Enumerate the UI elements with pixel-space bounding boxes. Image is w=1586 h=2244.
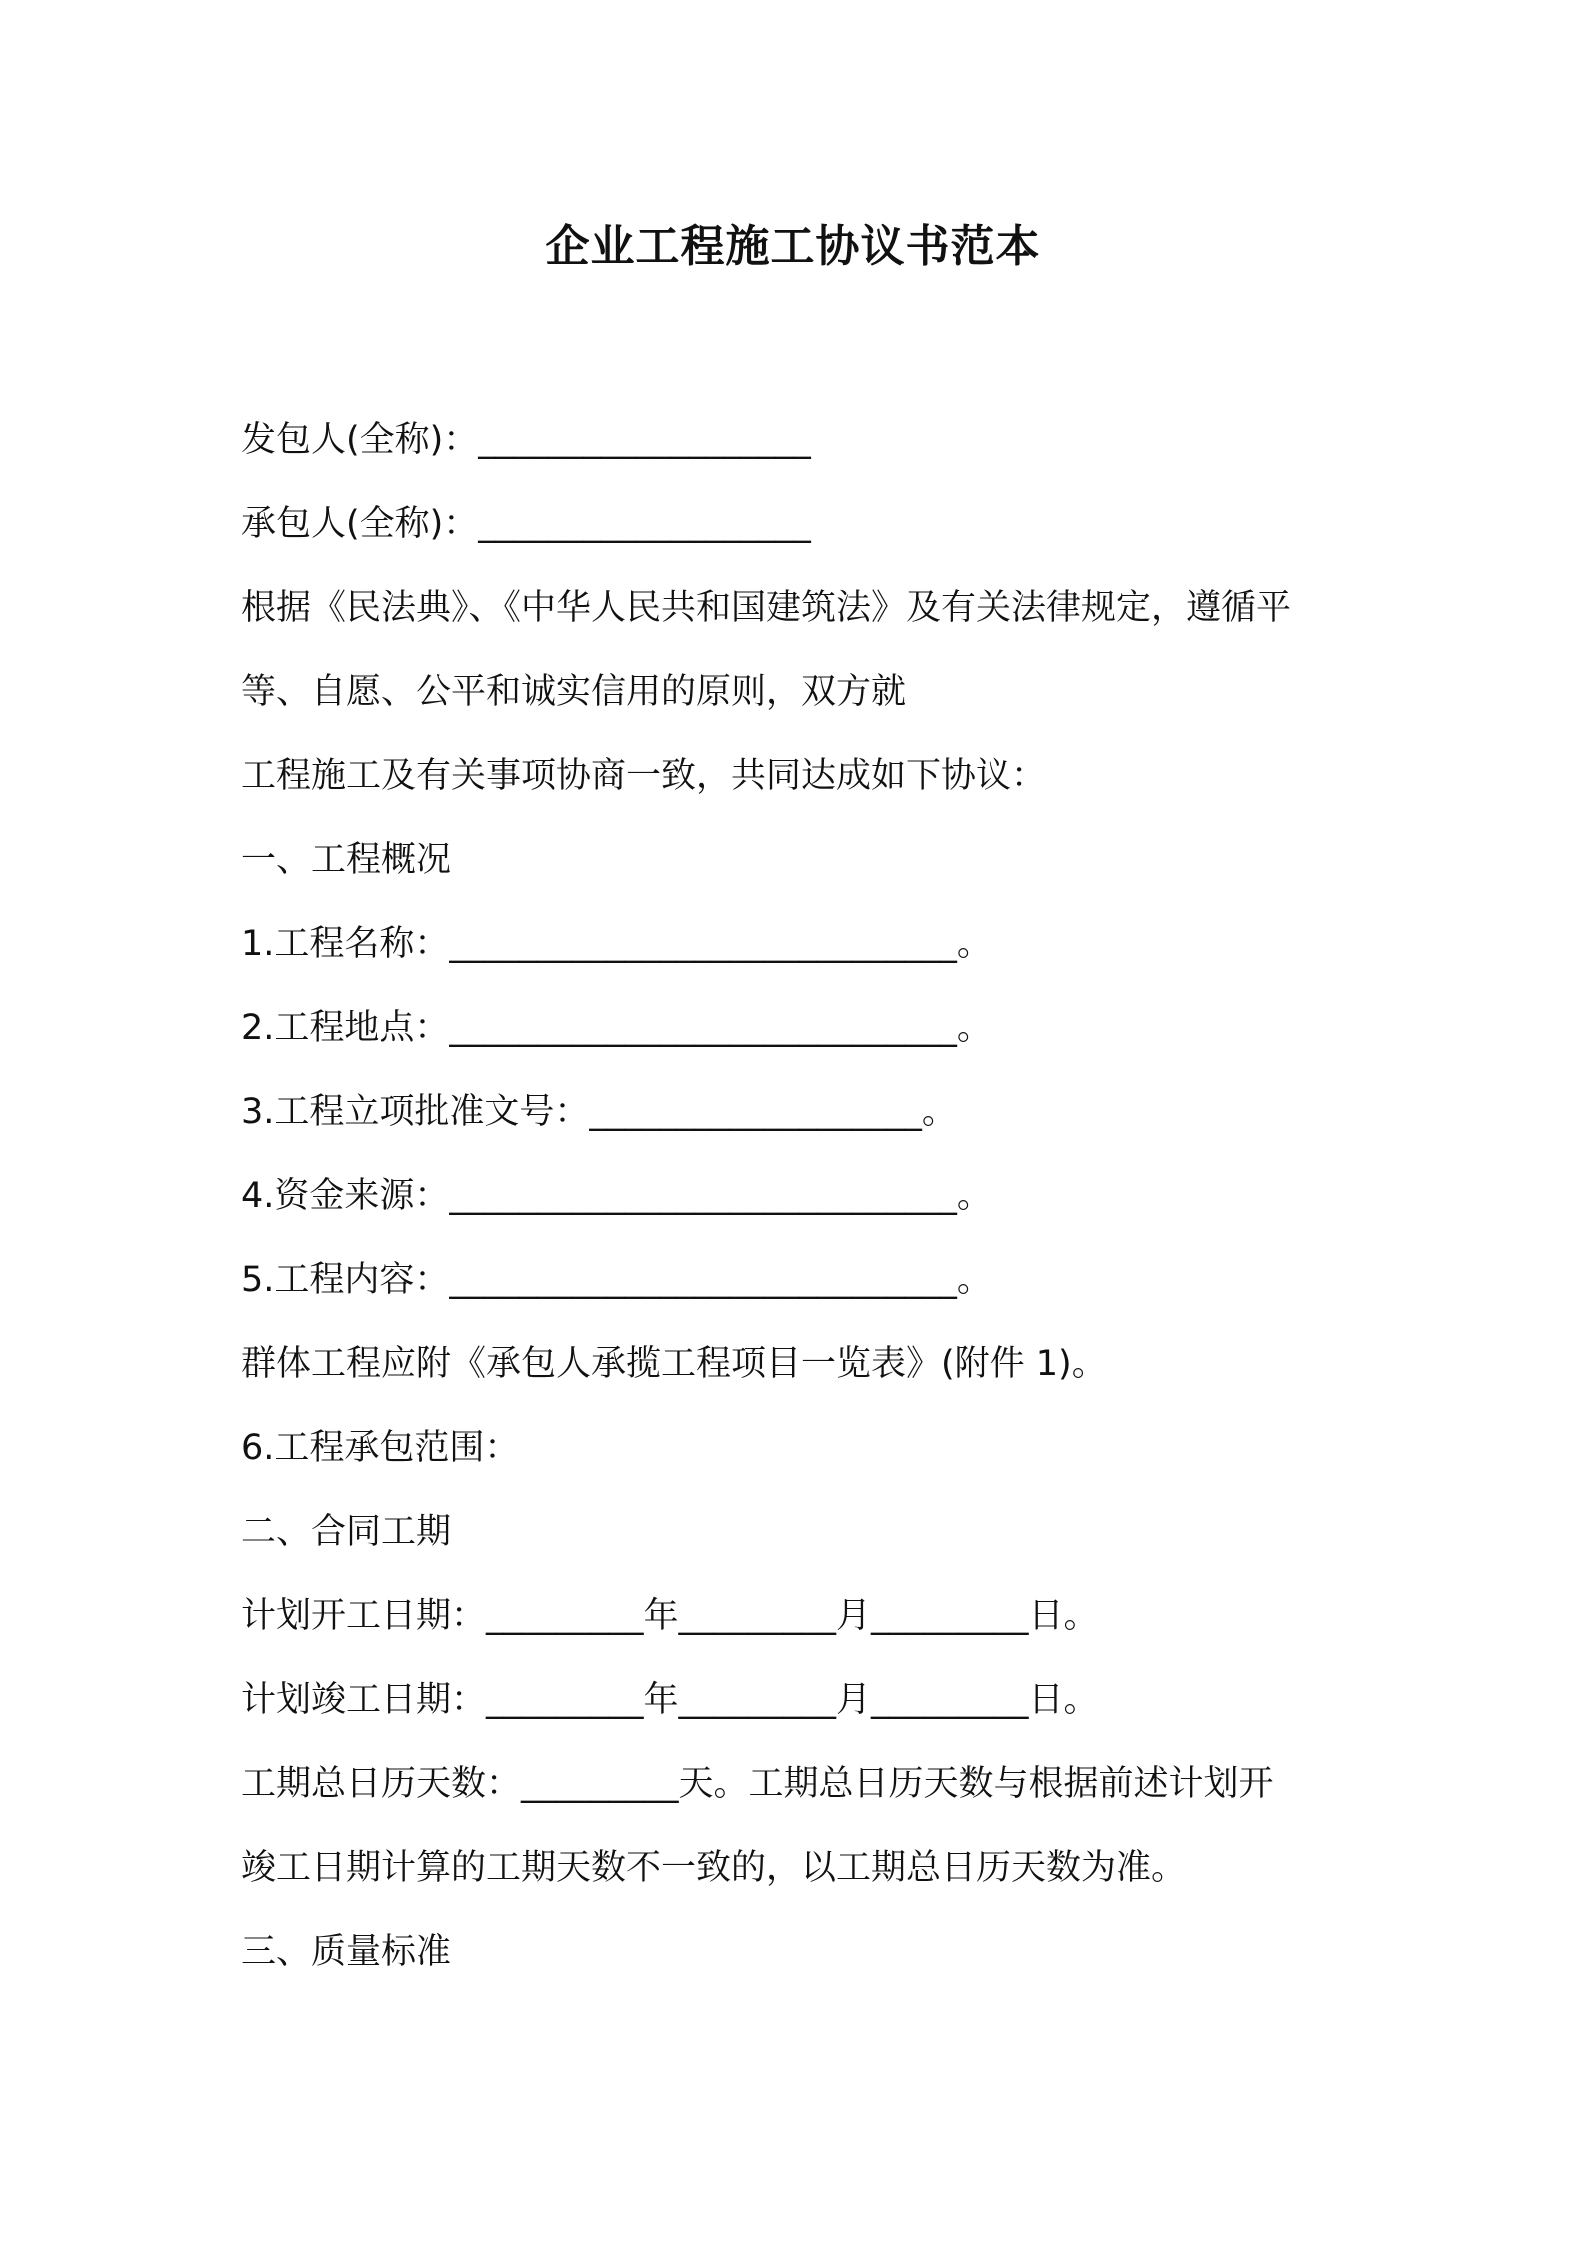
project-location-line: 2.工程地点：_____________________________。 xyxy=(241,1008,992,1048)
total-days-line-1: 工期总日历天数：_________天。工期总日历天数与根据前述计划开 xyxy=(241,1764,1274,1804)
planned-completion-date-line: 计划竣工日期：_________年_________月_________日。 xyxy=(241,1680,1099,1720)
document-title: 企业工程施工协议书范本 xyxy=(545,221,1041,272)
project-name-line: 1.工程名称：_____________________________。 xyxy=(241,924,992,964)
preamble-line-3: 工程施工及有关事项协商一致，共同达成如下协议： xyxy=(241,756,1047,796)
approval-number-line: 3.工程立项批准文号：___________________。 xyxy=(241,1092,957,1132)
fund-source-line: 4.资金来源：_____________________________。 xyxy=(241,1176,992,1216)
contract-scope-line: 6.工程承包范围： xyxy=(241,1428,520,1468)
document-body xyxy=(241,398,1361,1994)
party-a-line: 发包人(全称)：___________________ xyxy=(241,420,811,460)
section-heading-overview: 一、工程概况 xyxy=(241,840,452,880)
section-heading-quality: 三、质量标准 xyxy=(241,1932,452,1972)
party-b-line: 承包人(全称)：___________________ xyxy=(241,504,811,544)
total-days-line-2: 竣工日期计算的工期天数不一致的，以工期总日历天数为准。 xyxy=(241,1848,1187,1888)
planned-start-date-line: 计划开工日期：_________年_________月_________日。 xyxy=(241,1596,1099,1636)
preamble-line-1: 根据《民法典》、《中华人民共和国建筑法》及有关法律规定，遵循平 xyxy=(241,588,1292,628)
group-project-note: 群体工程应附《承包人承揽工程项目一览表》(附件 1)。 xyxy=(241,1344,1107,1384)
project-content-line: 5.工程内容：_____________________________。 xyxy=(241,1260,992,1300)
preamble-line-2: 等、自愿、公平和诚实信用的原则，双方就 xyxy=(241,672,907,712)
section-heading-duration: 二、合同工期 xyxy=(241,1512,452,1552)
